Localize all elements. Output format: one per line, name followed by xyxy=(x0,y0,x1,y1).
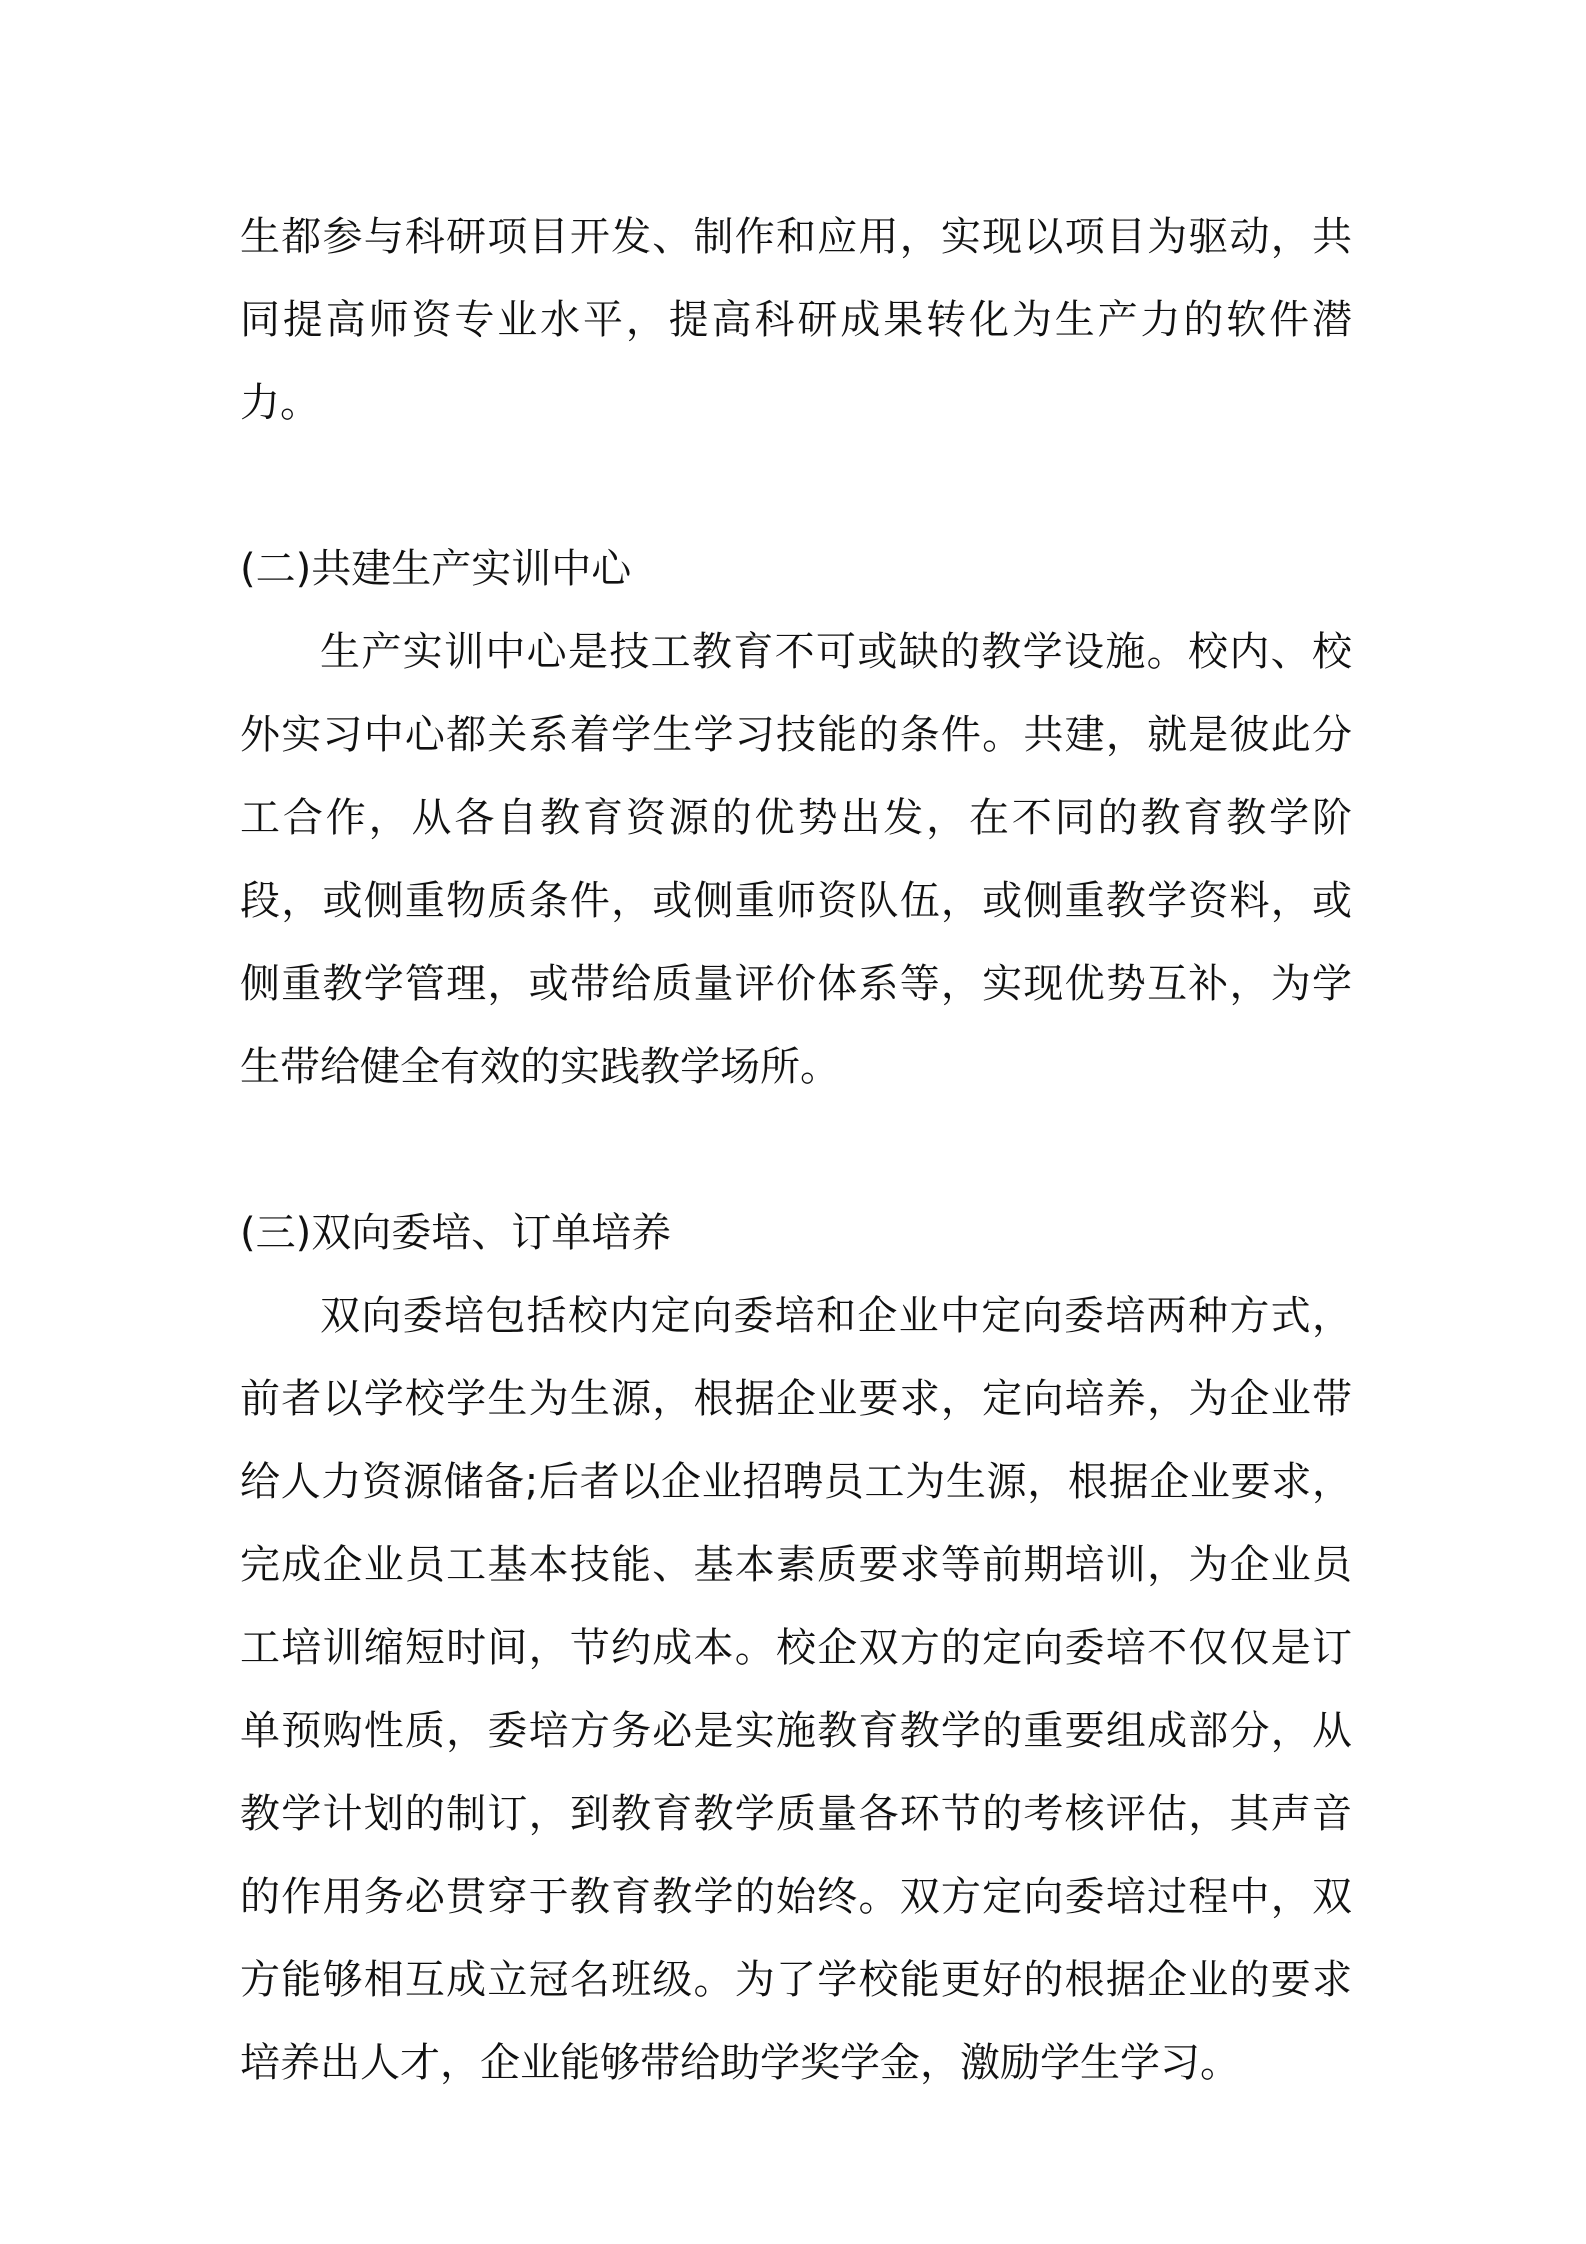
section-heading-3: (三)双向委培、订单培养 xyxy=(240,1210,672,1256)
section-heading-2: (二)共建生产实训中心 xyxy=(240,546,632,592)
section-body-2: 生产实训中心是技工教育不可或缺的教学设施。校内、校外实习中心都关系着学生学习技能的条件。共建，就是彼此分工合作，从各自教育资源的优势出发，在不同的教育教学阶段，或侧重物质条件，或侧重师资队伍，或侧重教学资料，或侧重教学管理，或带给质量评价体系等，实现优势互补，为学生带给健全有效的实践教学场所。 xyxy=(240,629,1352,1090)
document-body xyxy=(240,196,1352,2105)
section-body-3: 双向委培包括校内定向委培和企业中定向委培两种方式，前者以学校学生为生源，根据企业要求，定向培养，为企业带给人力资源储备;后者以企业招聘员工为生源，根据企业要求，完成企业员工基本技能、基本素质要求等前期培训，为企业员工培训缩短时间，节约成本。校企双方的定向委培不仅仅是订单预购性质，委培方务必是实施教育教学的重要组成部分，从教学计划的制订，到教育教学质量各环节的考核评估，其声音的作用务必贯穿于教育教学的始终。双方定向委培过程中，双方能够相互成立冠名班级。为了学校能更好的根据企业的要求培养出人才，企业能够带给助学奖学金，激励学生学习。 xyxy=(240,1293,1352,2086)
paragraph-continuation: 生都参与科研项目开发、制作和应用，实现以项目为驱动，共同提高师资专业水平，提高科研成果转化为生产力的软件潜力。 xyxy=(240,214,1352,426)
